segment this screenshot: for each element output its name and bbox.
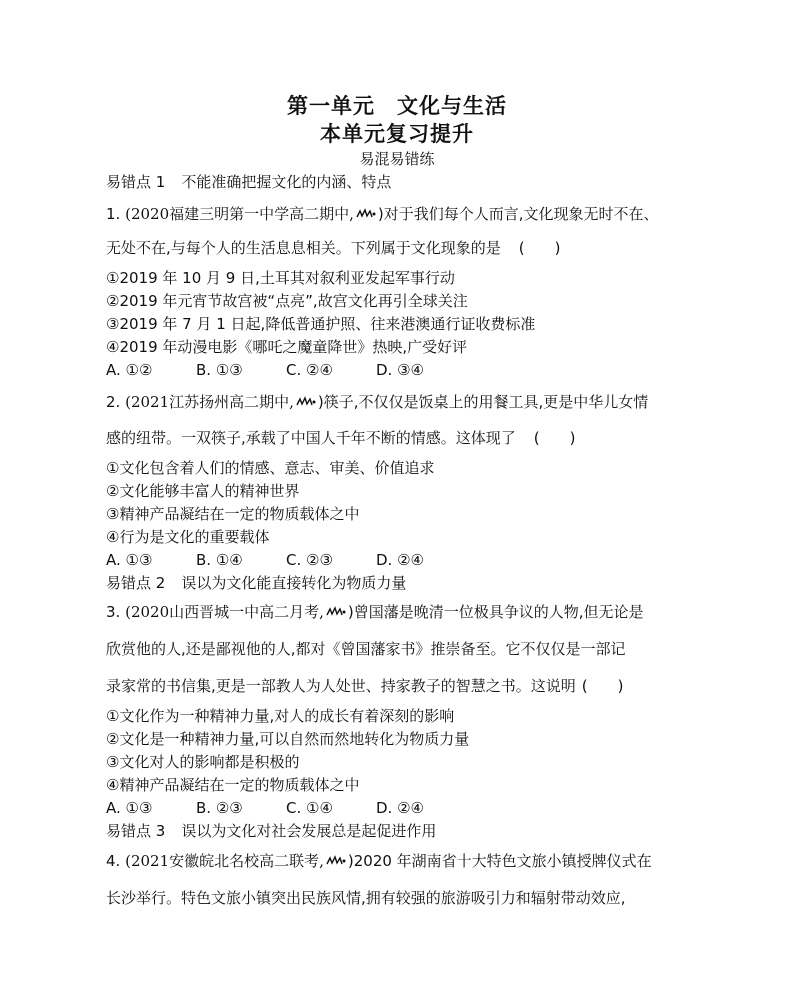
question-3-line-1: 3. (2020山西晋城一中高二月考, )曾国藩是晚清一位极具争议的人物,但无论是 xyxy=(106,603,644,621)
q3-option-d: D. ②④ xyxy=(376,799,424,817)
q3-option-c: C. ①④ xyxy=(286,799,333,817)
question-4-line-2: 长沙举行。特色文旅小镇突出民族风情,拥有较强的旅游吸引力和辐射带动效应, xyxy=(106,889,626,907)
q1-item-2: ②2019 年元宵节故宫被“点亮”,故宫文化再引全球关注 xyxy=(106,292,468,310)
q2-option-c: C. ②③ xyxy=(286,551,333,569)
question-2-line-1: 2. (2021江苏扬州高二期中, )筷子,不仅仅是饭桌上的用餐工具,更是中华儿女情 xyxy=(106,393,649,411)
q2-item-4: ④行为是文化的重要载体 xyxy=(106,528,270,546)
q1-item-1: ①2019 年 10 月 9 日,土耳其对叙利亚发起军事行动 xyxy=(106,269,455,287)
q2-item-3: ③精神产品凝结在一定的物质载体之中 xyxy=(106,505,360,523)
q1-options xyxy=(106,360,424,380)
error-point-2: 易错点 2 误以为文化能直接转化为物质力量 xyxy=(106,574,407,592)
difficulty-mark-icon xyxy=(325,855,347,867)
question-4-line-1: 4. (2021安徽皖北名校高二联考, )2020 年湖南省十大特色文旅小镇授牌仪式在 xyxy=(106,852,652,870)
q3-option-b: B. ②③ xyxy=(196,799,243,817)
question-3-line-3: 录家常的书信集,更是一部教人为人处世、持家教子的智慧之书。这说明 ( ) xyxy=(106,677,624,695)
q1-item-3: ③2019 年 7 月 1 日起,降低普通护照、往来港澳通行证收费标准 xyxy=(106,315,536,333)
q1-option-c: C. ②④ xyxy=(286,361,333,379)
question-3-line-2: 欣赏他的人,还是鄙视他的人,都对《曾国藩家书》推崇备至。它不仅仅是一部记 xyxy=(106,640,626,658)
difficulty-mark-icon xyxy=(355,208,377,220)
page-subtitle: 本单元复习提升 xyxy=(320,122,474,146)
q3-item-1: ①文化作为一种精神力量,对人的成长有着深刻的影响 xyxy=(106,707,455,725)
unit-title: 第一单元 文化与生活 xyxy=(287,94,507,118)
q3-option-a: A. ①③ xyxy=(106,799,153,817)
question-1-line-1: 1. (2020福建三明第一中学高二期中, )对于我们每个人而言,文化现象无时不在、 xyxy=(106,205,659,223)
error-point-3: 易错点 3 误以为文化对社会发展总是起促进作用 xyxy=(106,822,437,840)
q1-option-b: B. ①③ xyxy=(196,361,243,379)
q1-option-d: D. ③④ xyxy=(376,361,424,379)
q3-item-2: ②文化是一种精神力量,可以自然而然地转化为物质力量 xyxy=(106,730,470,748)
question-1-line-2: 无处不在,与每个人的生活息息相关。下列属于文化现象的是 ( ) xyxy=(106,239,561,257)
error-point-1: 易错点 1 不能准确把握文化的内涵、特点 xyxy=(106,173,392,191)
q3-item-4: ④精神产品凝结在一定的物质载体之中 xyxy=(106,776,360,794)
q2-option-b: B. ①④ xyxy=(196,551,243,569)
difficulty-mark-icon xyxy=(295,396,317,408)
q3-options xyxy=(106,798,424,818)
section-heading: 易混易错练 xyxy=(359,150,435,168)
q3-item-3: ③文化对人的影响都是积极的 xyxy=(106,753,300,771)
q1-option-a: A. ①② xyxy=(106,361,153,379)
q2-item-2: ②文化能够丰富人的精神世界 xyxy=(106,482,300,500)
q2-options xyxy=(106,550,424,570)
difficulty-mark-icon xyxy=(325,606,347,618)
q1-item-4: ④2019 年动漫电影《哪吒之魔童降世》热映,广受好评 xyxy=(106,338,468,356)
question-2-line-2: 感的纽带。一双筷子,承载了中国人千年不断的情感。这体现了 ( ) xyxy=(106,429,576,447)
q2-option-a: A. ①③ xyxy=(106,551,153,569)
q2-option-d: D. ②④ xyxy=(376,551,424,569)
q2-item-1: ①文化包含着人们的情感、意志、审美、价值追求 xyxy=(106,459,435,477)
